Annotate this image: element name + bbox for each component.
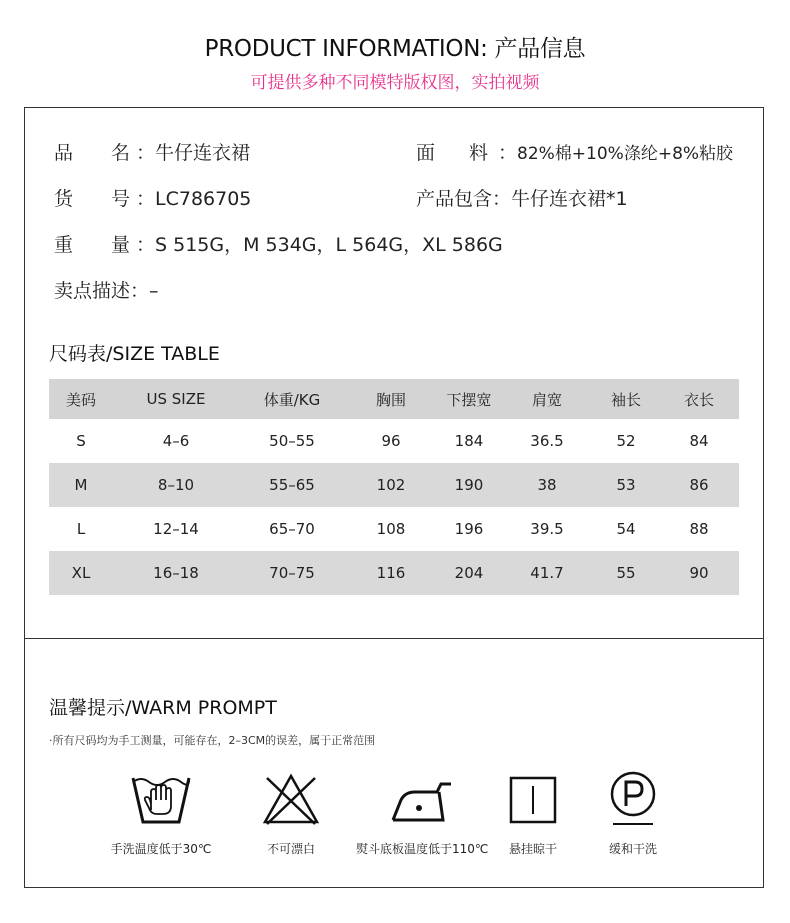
table-cell: 52 [616, 432, 636, 450]
table-cell: 53 [616, 476, 636, 494]
table-row [49, 507, 739, 551]
info-weight-key [54, 230, 142, 257]
table-cell: 88 [689, 520, 709, 538]
warm-prompt-title: 温馨提示/WARM PROMPT [49, 697, 277, 719]
care-item-no-bleach [226, 770, 356, 857]
page-title: PRODUCT INFORMATION: 产品信息 [204, 36, 586, 62]
info-name-key-1: 品 [54, 142, 74, 164]
colon: ： [130, 280, 150, 302]
info-weight [54, 230, 503, 257]
table-cell: 4–6 [162, 432, 190, 450]
table-cell: XL [71, 564, 91, 582]
care-label: 悬挂晾干 [508, 842, 557, 856]
table-cell: 36.5 [530, 432, 564, 450]
info-material [416, 138, 733, 165]
info-material-value: 82%棉+10%涤纶+8%粘胶 [517, 144, 734, 164]
info-sku-key-2: 号 [111, 188, 131, 210]
table-cell: 55 [616, 564, 636, 582]
table-cell: 12–14 [153, 520, 199, 538]
header-weight: 体重/KG [263, 390, 321, 409]
info-sku-key [54, 184, 142, 211]
header-us-code: 美码 [65, 390, 96, 409]
table-cell: 86 [689, 476, 709, 494]
table-cell: 116 [376, 564, 406, 582]
table-cell: 39.5 [530, 520, 564, 538]
table-cell: 102 [376, 476, 406, 494]
size-table [49, 379, 739, 595]
size-table-header-row [49, 379, 739, 419]
hand-wash-icon [129, 770, 193, 828]
info-material-key-2: 料 [469, 142, 489, 164]
table-cell: 41.7 [530, 564, 564, 582]
colon: ： [136, 142, 156, 164]
page-subtitle: 可提供多种不同模特版权图，实拍视频 [250, 73, 540, 93]
table-cell: 96 [381, 432, 401, 450]
info-material-key [416, 138, 504, 165]
info-selling-value: – [149, 280, 159, 302]
table-cell: 55–65 [269, 476, 315, 494]
care-label: 不可漂白 [266, 842, 315, 856]
table-cell: M [74, 476, 88, 494]
header-bust: 胸围 [375, 390, 406, 409]
info-selling-points [54, 276, 159, 303]
colon: ： [498, 142, 518, 164]
table-cell: 204 [454, 564, 484, 582]
info-sku-value: LC786705 [155, 188, 252, 210]
header-us-size: US SIZE [146, 390, 206, 408]
care-item-iron [356, 770, 489, 857]
table-cell: 196 [454, 520, 484, 538]
info-name-key-2: 名 [111, 142, 131, 164]
table-cell: 70–75 [269, 564, 315, 582]
table-cell: 16–18 [153, 564, 199, 582]
table-cell: 38 [537, 476, 557, 494]
info-weight-key-1: 重 [54, 234, 74, 256]
colon: ： [136, 188, 156, 210]
table-cell: 54 [616, 520, 636, 538]
table-row [49, 551, 739, 595]
iron-low-icon [389, 770, 453, 828]
care-item-hand-wash [96, 770, 226, 857]
table-cell: L [76, 520, 86, 538]
no-bleach-icon [259, 770, 323, 828]
header-sleeve: 袖长 [610, 390, 641, 409]
info-sku [54, 184, 251, 211]
measurement-note: ·所有尺码均为手工测量，可能存在，2–3CM的误差，属于正常范围 [49, 734, 376, 747]
info-name-value: 牛仔连衣裙 [155, 142, 251, 164]
info-weight-value: S 515G，M 534G，L 564G，XL 586G [155, 234, 503, 256]
table-cell: 190 [454, 476, 484, 494]
dry-clean-p-icon [601, 770, 665, 828]
table-row [49, 419, 739, 463]
info-weight-key-2: 量 [111, 234, 131, 256]
info-package-value: 牛仔连衣裙*1 [511, 188, 628, 210]
table-cell: 50–55 [269, 432, 315, 450]
info-name-key [54, 138, 142, 165]
care-label: 手洗温度低于30℃ [110, 842, 212, 856]
table-cell: S [76, 432, 86, 450]
table-cell: 108 [376, 520, 406, 538]
care-item-dry-clean [568, 770, 698, 857]
table-cell: 8–10 [157, 476, 195, 494]
care-label: 熨斗底板温度低于110℃ [356, 842, 489, 856]
info-selling-key: 卖点描述 [54, 280, 131, 302]
info-package [416, 184, 628, 211]
colon: ： [492, 188, 512, 210]
size-table-title: 尺码表/SIZE TABLE [49, 343, 220, 365]
header-length: 衣长 [683, 390, 714, 409]
table-cell: 84 [689, 432, 709, 450]
hang-dry-icon [501, 770, 565, 828]
header-hem: 下摆宽 [446, 390, 492, 409]
table-cell: 90 [689, 564, 709, 582]
info-sku-key-1: 货 [54, 188, 74, 210]
care-label: 缓和干洗 [608, 842, 657, 856]
colon: ： [136, 234, 156, 256]
info-material-key-1: 面 [416, 142, 436, 164]
info-name [54, 138, 250, 165]
info-package-key: 产品包含 [416, 188, 493, 210]
table-cell: 184 [454, 432, 484, 450]
table-row [49, 463, 739, 507]
table-cell: 65–70 [269, 520, 315, 538]
header-shoulder: 肩宽 [531, 390, 562, 409]
